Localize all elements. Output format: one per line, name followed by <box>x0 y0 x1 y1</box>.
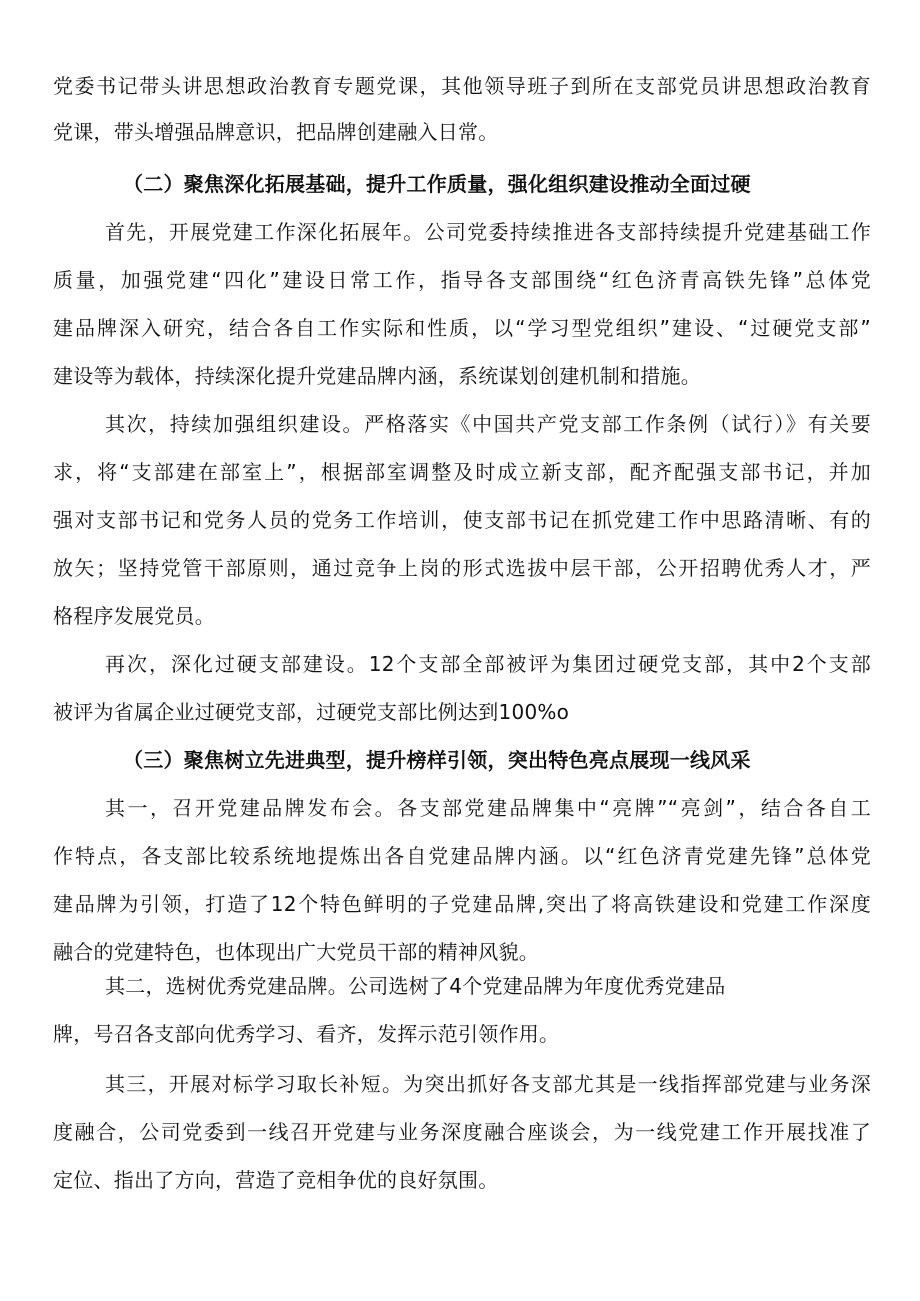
text-line: 其次，持续加强组织建设。严格落实《中国共产党支部工作条例（试行）》有关要 <box>105 412 871 436</box>
text-line: 党课，带头增强品牌意识，把品牌创建融入日常。 <box>53 120 499 144</box>
text-line: 建设等为载体，持续深化提升党建品牌内涵，系统谋划创建机制和措施。 <box>53 364 701 388</box>
text-line: 作特点，各支部比较系统地提炼出各自党建品牌内涵。以“红色济青党建先锋”总体党 <box>53 844 871 868</box>
text-line: 强对支部书记和党务人员的党务工作培训，使支部书记在抓党建工作中思路清晰、有的 <box>53 508 871 532</box>
text-line: 度融合，公司党委到一线召开党建与业务深度融合座谈会，为一线党建工作开展找准了 <box>53 1120 871 1144</box>
text-line: 融合的党建特色，也体现出广大党员干部的精神风貌。 <box>53 940 539 964</box>
text-line: 牌，号召各支部向优秀学习、看齐，发挥示范引领作用。 <box>53 1022 560 1046</box>
text-line: 格程序发展党员。 <box>53 604 215 628</box>
text-line: 建品牌为引领，打造了12个特色鲜明的子党建品牌,突出了将高铁建设和党建工作深度 <box>53 892 871 916</box>
text-line: 再次，深化过硬支部建设。12个支部全部被评为集团过硬党支部，其中2个支部 <box>105 652 871 676</box>
text-line: 放矢；坚持党管干部原则，通过竞争上岗的形式选拔中层干部，公开招聘优秀人才，严 <box>53 556 871 580</box>
text-line: 其二，选树优秀党建品牌。公司选树了4个党建品牌为年度优秀党建品 <box>105 974 726 998</box>
text-line: 首先，开展党建工作深化拓展年。公司党委持续推进各支部持续提升党建基础工作 <box>105 220 871 244</box>
section-heading: （三）聚焦树立先进典型，提升榜样引领，突出特色亮点展现一线风采 <box>123 748 751 772</box>
text-line: 其三，开展对标学习取长补短。为突出抓好各支部尤其是一线指挥部党建与业务深 <box>105 1072 871 1096</box>
text-line: 定位、指出了方向，营造了竞相争优的良好氛围。 <box>53 1168 499 1192</box>
text-line: 党委书记带头讲思想政治教育专题党课，其他领导班子到所在支部党员讲思想政治教育 <box>53 74 871 98</box>
section-heading: （二）聚焦深化拓展基础，提升工作质量，强化组织建设推动全面过硬 <box>123 172 751 196</box>
text-line: 被评为省属企业过硬党支部，过硬党支部比例达到100%o <box>53 700 570 724</box>
text-line: 其一，召开党建品牌发布会。各支部党建品牌集中“亮牌”“亮剑”，结合各自工 <box>105 796 871 820</box>
text-line: 求，将“支部建在部室上”，根据部室调整及时成立新支部，配齐配强支部书记，并加 <box>53 460 871 484</box>
text-line: 建品牌深入研究，结合各自工作实际和性质，以“学习型党组织”建设、“过硬党支部” <box>53 316 871 340</box>
text-line: 质量，加强党建“四化”建设日常工作，指导各支部围绕“红色济青高铁先锋”总体党 <box>53 268 871 292</box>
